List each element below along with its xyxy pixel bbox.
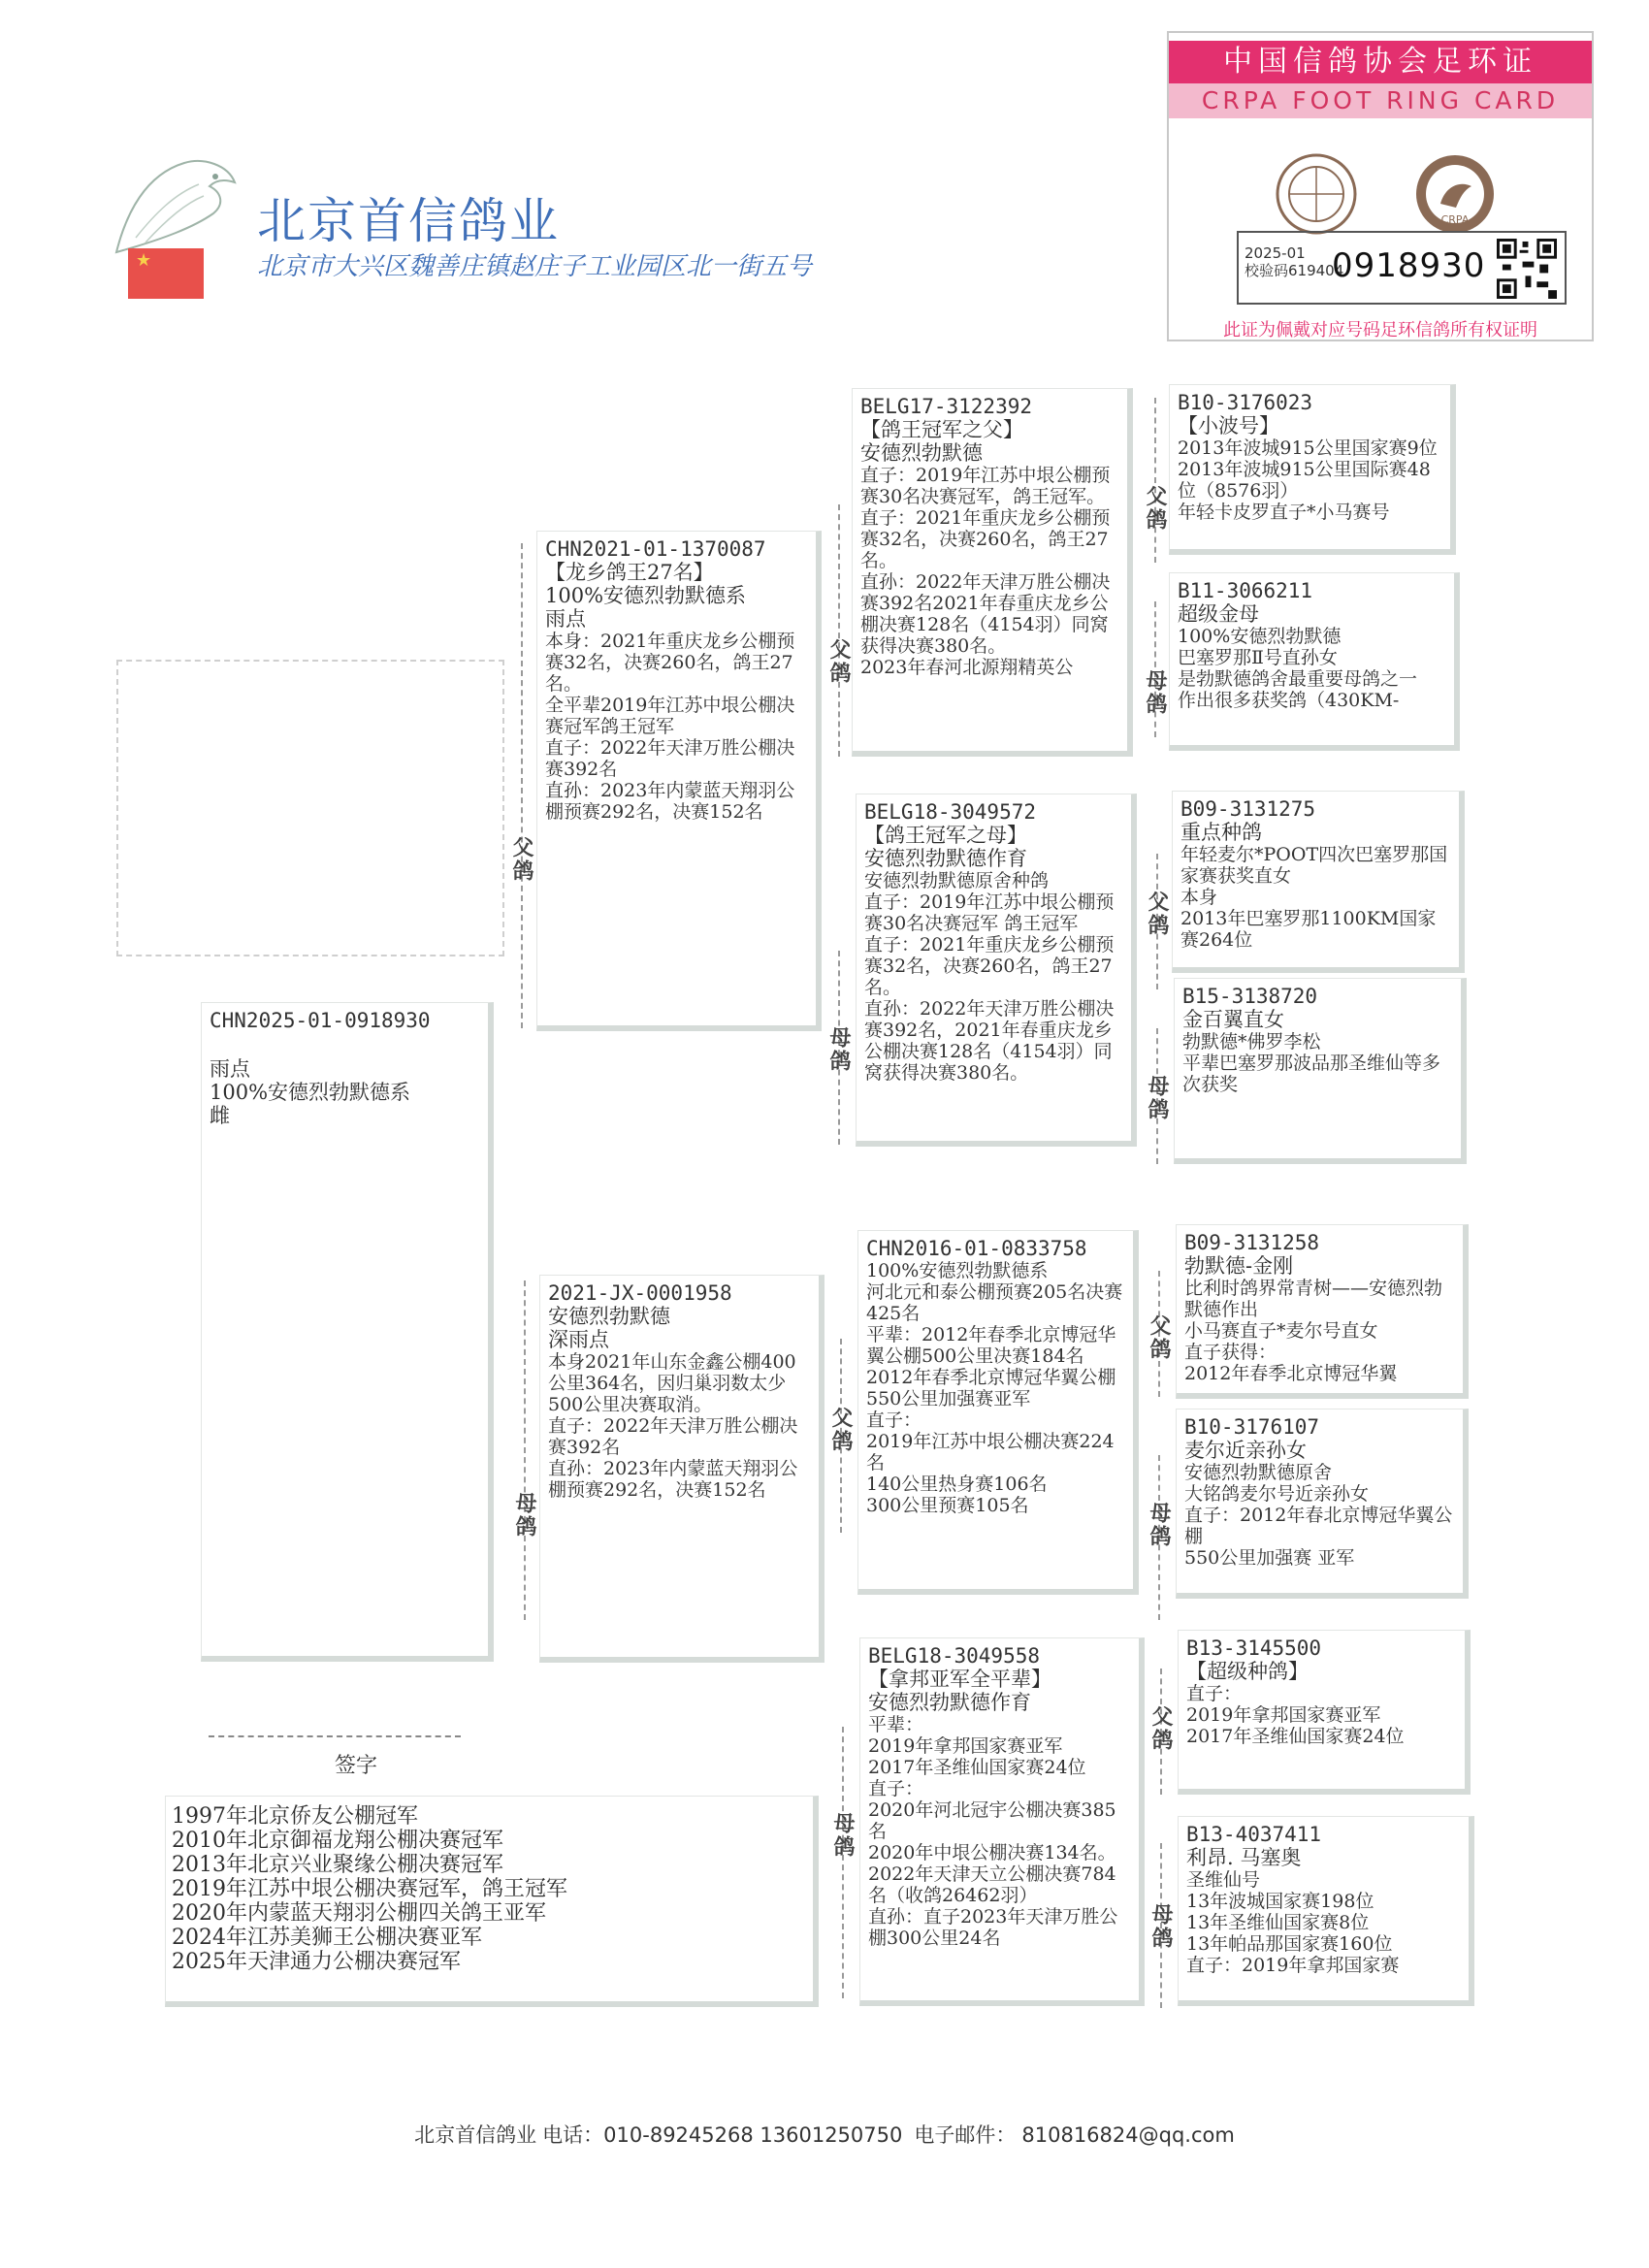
dd-line: 安德烈勃默德作育: [868, 1691, 1031, 1714]
company-name: 北京首信鸽业: [257, 193, 560, 249]
subject-line: 雌: [210, 1104, 230, 1127]
ddd-line: 直子：2019年拿邦国家赛: [1186, 1955, 1400, 1976]
ds-line: 2019年江苏中垠公棚决赛224名: [866, 1431, 1115, 1474]
footer-email[interactable]: 810816824@qq.com: [1021, 2123, 1235, 2147]
ssd-line: 是勃默德鸽舍最重要母鸽之一: [1178, 668, 1418, 690]
dds-line: 2019年拿邦国家赛亚军: [1186, 1704, 1381, 1726]
achievement-item: 2020年内蒙蓝天翔羽公棚四关鸽王亚军: [172, 1901, 546, 1926]
sire-ring-id: CHN2021-01-1370087: [545, 537, 766, 561]
dam-line: 安德烈勃默德: [548, 1305, 670, 1328]
ssd-box: [1169, 572, 1460, 751]
ddd-line: 13年圣维仙国家赛8位: [1186, 1912, 1370, 1933]
sds-label: 父鸽: [1145, 891, 1169, 937]
sdd-box: [1174, 978, 1467, 1164]
footer-phone: 010-89245268 13601250750: [603, 2123, 903, 2147]
ddd-line: 圣维仙号: [1186, 1869, 1261, 1891]
subject-line: 100%安德烈勃默德系: [210, 1081, 411, 1104]
dd-line: 直子：: [868, 1778, 924, 1799]
ring-number: 0918930: [1332, 246, 1486, 285]
dss-line: 勃默德-金刚: [1184, 1254, 1294, 1278]
ddd-label: 母鸽: [1148, 1903, 1173, 1950]
dds-line: 【超级种鸽】: [1186, 1660, 1309, 1683]
ddd-line: 13年帕品那国家赛160位: [1186, 1933, 1393, 1955]
sds-line: 本身: [1180, 887, 1218, 908]
achievement-item: 2024年江苏美狮王公棚决赛亚军: [172, 1926, 482, 1950]
dsd-box: [1176, 1409, 1469, 1599]
dsd-ring-id: B10-3176107: [1184, 1415, 1320, 1439]
ssd-line: 作出很多获奖鸽（430KM-: [1178, 690, 1400, 711]
sdd-label: 母鸽: [1145, 1075, 1169, 1121]
ds-line: 河北元和泰公棚预赛205名决赛425名: [866, 1281, 1123, 1324]
dds-ring-id: B13-3145500: [1186, 1636, 1322, 1660]
ds-line: 2012年春季北京博冠华翼公棚550公里加强赛亚军: [866, 1367, 1116, 1409]
sd-box: [856, 794, 1137, 1147]
ds-label: 父鸽: [828, 1407, 853, 1453]
dsd-line: 直子：2012年春北京博冠华翼公棚: [1184, 1505, 1453, 1547]
dd-line: 2017年圣维仙国家赛24位: [868, 1757, 1086, 1778]
subject-line: 雨点: [210, 1057, 250, 1081]
sd-label: 母鸽: [826, 1026, 851, 1073]
dss-line: 小马赛直子*麦尔号直女: [1184, 1320, 1378, 1342]
sd-line: 安德烈勃默德作育: [864, 847, 1027, 870]
sd-line: 直子：2021年重庆龙乡公棚预赛32名，决赛260名，鸽王27名。: [864, 934, 1115, 998]
dd-line: 2020年中垠公棚决赛134名。: [868, 1842, 1116, 1863]
footer-company: 北京首信鸽业: [414, 2123, 537, 2147]
dam-line: 直孙：2023年内蒙蓝天翔羽公棚预赛292名，决赛152名: [548, 1458, 798, 1501]
ssd-ring-id: B11-3066211: [1178, 579, 1313, 602]
sire-line: 全平辈2019年江苏中垠公棚决赛冠军鸽王冠军: [545, 695, 795, 737]
sire-line: 本身：2021年重庆龙乡公棚预赛32名，决赛260名，鸽王27名。: [545, 631, 795, 695]
photo-placeholder: [116, 660, 504, 956]
ss-line: 2023年春河北源翔精英公: [860, 657, 1074, 678]
dd-line: 平辈：: [868, 1714, 924, 1735]
ds-line: 平辈：2012年春季北京博冠华翼公棚500公里决赛184名: [866, 1324, 1116, 1367]
sire-line: 100%安德烈勃默德系: [545, 584, 747, 607]
ring-card-footer: 此证为佩戴对应号码足环信鸽所有权证明: [1223, 320, 1537, 340]
ds-line: 300公里预赛105名: [866, 1495, 1029, 1516]
sdd-line: 金百翼直女: [1182, 1008, 1284, 1031]
ssd-line: 巴塞罗那Ⅱ号直孙女: [1178, 647, 1338, 668]
sss-line: 2013年波城915公里国际赛48位（8576羽）: [1178, 459, 1431, 502]
sd-line: 【鸽王冠军之母】: [864, 824, 1027, 847]
ss-line: 直孙：2022年天津万胜公棚决赛392名2021年春重庆龙乡公棚决赛128名（4154羽）同窝获得决赛380名。: [860, 571, 1111, 657]
dss-line: 比利时鸽界常青树——安德烈勃默德作出: [1184, 1278, 1443, 1320]
ssd-line: 超级金母: [1178, 602, 1259, 626]
dd-line: 2019年拿邦国家赛亚军: [868, 1735, 1063, 1757]
crpa-logos-icon: [1256, 147, 1518, 244]
sire-line: 直孙：2023年内蒙蓝天翔羽公棚预赛292名，决赛152名: [545, 780, 795, 823]
dds-line: 2017年圣维仙国家赛24位: [1186, 1726, 1405, 1747]
dd-line: 2022年天津天立公棚决赛784名（收鸽26462羽）: [868, 1863, 1116, 1906]
ring-code-box: [1237, 231, 1567, 305]
dd-box: [859, 1637, 1145, 2006]
dds-line: 直子：: [1186, 1683, 1243, 1704]
dam-label: 母鸽: [512, 1492, 536, 1539]
sd-line: 安德烈勃默德原舍种鸽: [864, 870, 1050, 891]
pigeon-logo-icon: [107, 146, 242, 262]
signature-line: [209, 1735, 461, 1737]
ss-line: 直子：2019年江苏中垠公棚预赛30名决赛冠军，鸽王冠军。: [860, 465, 1111, 507]
dam-line: 直子：2022年天津万胜公棚决赛392名: [548, 1415, 798, 1458]
sdd-line: 平辈巴塞罗那波品那圣维仙等多次获奖: [1182, 1053, 1441, 1095]
ddd-line: 13年波城国家赛198位: [1186, 1891, 1374, 1912]
sss-line: 年轻卡皮罗直子*小马赛号: [1178, 502, 1390, 523]
ddd-ring-id: B13-4037411: [1186, 1823, 1322, 1846]
subject-ring-id: CHN2025-01-0918930: [210, 1009, 431, 1032]
achievement-item: 2010年北京御福龙翔公棚决赛冠军: [172, 1829, 503, 1853]
china-flag-icon: ★: [128, 248, 204, 299]
sss-label: 父鸽: [1143, 485, 1167, 532]
dam-ring-id: 2021-JX-0001958: [548, 1281, 732, 1305]
dsd-line: 麦尔近亲孙女: [1184, 1439, 1307, 1462]
dsd-line: 550公里加强赛 亚军: [1184, 1547, 1355, 1569]
dsd-line: 大铭鸽麦尔号近亲孙女: [1184, 1483, 1370, 1505]
foot-ring-card: [1167, 31, 1594, 341]
ring-check-code: 校验码619404: [1245, 262, 1344, 279]
ds-line: 直子：: [866, 1409, 922, 1431]
sd-line: 直孙：2022年天津万胜公棚决赛392名，2021年春重庆龙乡公棚决赛128名（4154羽）同窝获得决赛380名。: [864, 998, 1115, 1084]
ssd-line: 100%安德烈勃默德: [1178, 626, 1342, 647]
ds-line: 140公里热身赛106名: [866, 1474, 1048, 1495]
ddd-box: [1178, 1816, 1474, 2006]
sss-box: [1169, 384, 1456, 555]
sire-line: 直子：2022年天津万胜公棚决赛392名: [545, 737, 795, 780]
dd-label: 母鸽: [830, 1812, 855, 1859]
ring-card-title: 中国信鸽协会足环证: [1169, 41, 1592, 83]
sd-line: 直子：2019年江苏中垠公棚预赛30名决赛冠军 鸽王冠军: [864, 891, 1115, 934]
ds-box: [857, 1230, 1139, 1595]
subject-pigeon-box: [201, 1002, 494, 1662]
sds-box: [1172, 791, 1465, 973]
ds-line: 100%安德烈勃默德系: [866, 1260, 1049, 1281]
achievement-item: 2013年北京兴业聚缘公棚决赛冠军: [172, 1853, 503, 1877]
ss-ring-id: BELG17-3122392: [860, 395, 1033, 418]
dss-line: 直子获得：: [1184, 1342, 1277, 1363]
achievements-box: [165, 1796, 819, 2007]
company-address: 北京市大兴区魏善庄镇赵庄子工业园区北一街五号: [257, 252, 813, 281]
dd-line: 2020年河北冠宇公棚决赛385名: [868, 1799, 1116, 1842]
dsd-label: 母鸽: [1147, 1502, 1171, 1548]
dd-ring-id: BELG18-3049558: [868, 1644, 1041, 1668]
dss-ring-id: B09-3131258: [1184, 1231, 1320, 1254]
qr-code-icon: [1497, 239, 1557, 299]
sds-line: 重点种鸽: [1180, 821, 1262, 844]
dsd-line: 安德烈勃默德原舍: [1184, 1462, 1333, 1483]
sss-line: 2013年波城915公里国家赛9位: [1178, 437, 1438, 459]
ss-line: 直子：2021年重庆龙乡公棚预赛32名，决赛260名，鸽王27名。: [860, 507, 1111, 571]
dam-box: [539, 1275, 824, 1663]
sds-ring-id: B09-3131275: [1180, 797, 1316, 821]
dds-label: 父鸽: [1148, 1705, 1173, 1752]
ss-label: 父鸽: [826, 638, 851, 685]
sire-label: 父鸽: [509, 836, 534, 883]
dss-label: 父鸽: [1147, 1314, 1171, 1361]
page-footer: [0, 2120, 1649, 2149]
achievement-item: 2025年天津通力公棚决赛冠军: [172, 1950, 461, 1974]
dam-line: 本身2021年山东金鑫公棚400公里364名，因归巢羽数太少500公里决赛取消。: [548, 1351, 796, 1415]
footer-email-label: 电子邮件：: [914, 2123, 1017, 2147]
ss-box: [852, 388, 1133, 757]
ring-date: 2025-01: [1245, 244, 1306, 262]
sire-line: 雨点: [545, 607, 586, 631]
sss-ring-id: B10-3176023: [1178, 391, 1313, 414]
sire-line: 【龙乡鸽王27名】: [545, 561, 714, 584]
ds-ring-id: CHN2016-01-0833758: [866, 1237, 1087, 1260]
achievement-item: 2019年江苏中垠公棚决赛冠军，鸽王冠军: [172, 1877, 567, 1901]
crpa-logo-text: CRPA: [1440, 213, 1470, 226]
sds-line: 年轻麦尔*POOT四次巴塞罗那国家赛获奖直女: [1180, 844, 1448, 887]
sd-ring-id: BELG18-3049572: [864, 800, 1037, 824]
ddd-line: 利昂. 马塞奥: [1186, 1846, 1302, 1869]
ring-card-subtitle: CRPA FOOT RING CARD: [1169, 83, 1592, 118]
dd-line: 【拿邦亚军全平辈】: [868, 1668, 1051, 1691]
signature-label: 签字: [335, 1754, 378, 1778]
achievement-item: 1997年北京侨友公棚冠军: [172, 1804, 418, 1829]
ssd-label: 母鸽: [1143, 669, 1167, 716]
sdd-ring-id: B15-3138720: [1182, 985, 1318, 1008]
sds-line: 2013年巴塞罗那1100KM国家赛264位: [1180, 908, 1437, 951]
dss-box: [1176, 1224, 1469, 1399]
dds-box: [1178, 1630, 1471, 1795]
sss-line: 【小波号】: [1178, 414, 1279, 437]
ss-line: 安德烈勃默德: [860, 441, 983, 465]
dd-line: 直孙：直子2023年天津万胜公棚300公里24名: [868, 1906, 1118, 1949]
sdd-line: 勃默德*佛罗李松: [1182, 1031, 1321, 1053]
sire-box: [536, 531, 822, 1031]
ss-line: 【鸽王冠军之父】: [860, 418, 1023, 441]
dss-line: 2012年春季北京博冠华翼: [1184, 1363, 1398, 1384]
footer-phone-label: 电话：: [542, 2123, 604, 2147]
dam-line: 深雨点: [548, 1328, 609, 1351]
